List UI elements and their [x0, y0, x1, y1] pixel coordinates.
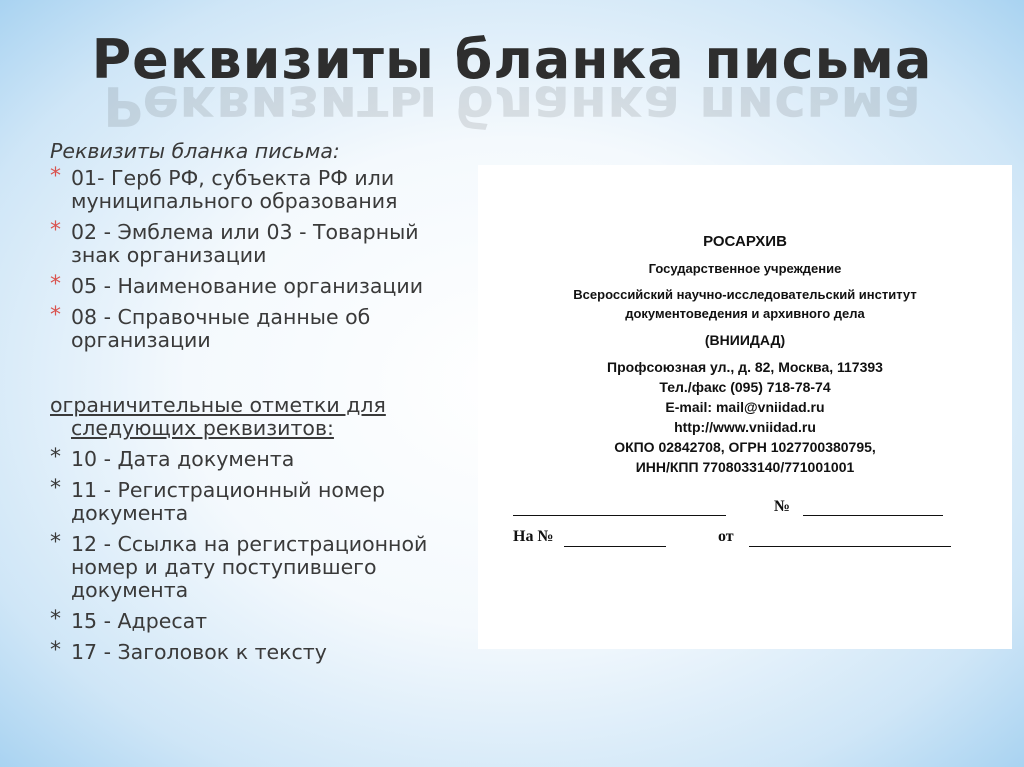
list-item-text: 02 - Эмблема или 03 - Товарный знак организации [71, 220, 419, 267]
asterisk-icon: * [50, 638, 61, 663]
list-item [50, 445, 470, 471]
asterisk-icon: * [50, 303, 61, 328]
list-item-text: 17 - Заголовок к тексту [71, 640, 327, 664]
letterhead-web: http://www.vniidad.ru [674, 419, 816, 435]
letterhead-type: Государственное учреждение [648, 261, 842, 276]
list-item-text: 15 - Адресат [71, 609, 208, 633]
list-subtitle: Реквизиты бланка письма: [50, 139, 340, 163]
list-item-text: 05 - Наименование организации [71, 274, 424, 298]
letterhead-name: Всероссийский научно-исследовательский институт [573, 287, 917, 302]
list-item-text: 08 - Справочные данные об организации [71, 305, 371, 352]
slide-title: Реквизиты бланка письма [91, 28, 933, 91]
asterisk-icon: * [50, 218, 61, 243]
letterhead-address: Профсоюзная ул., д. 82, Москва, 117393 [607, 359, 883, 375]
list-item-text: 12 - Ссылка на регистрационной номер и дату поступившего документа [71, 532, 428, 602]
date-line [513, 515, 726, 516]
list-item-text: 01- Герб РФ, субъекта РФ или муниципального образования [71, 166, 398, 213]
number-label: № [774, 498, 791, 515]
letterhead-email: E-mail: mail@vniidad.ru [665, 399, 825, 415]
letterhead-codes: ИНН/КПП 7708033140/771001001 [635, 459, 855, 475]
list-item [50, 303, 470, 352]
restrictive-heading-line: ограничительные отметки для [50, 393, 386, 417]
restrictive-heading [50, 394, 470, 440]
list-item [50, 476, 470, 525]
letterhead-abbr: (ВНИИДАД) [704, 332, 786, 348]
letterhead-org: РОСАРХИВ [703, 233, 787, 250]
list-item-text: 10 - Дата документа [71, 447, 295, 471]
from-date-label: от [718, 528, 734, 545]
asterisk-icon: * [50, 530, 61, 555]
number-line [803, 515, 943, 516]
list-item [50, 638, 470, 664]
asterisk-icon: * [50, 476, 61, 501]
asterisk-icon: * [50, 445, 61, 470]
letterhead-sample [478, 165, 1012, 649]
letterhead-codes: ОКПО 02842708, ОГРН 1027700380795, [614, 439, 876, 455]
asterisk-icon: * [50, 164, 61, 189]
from-date-line [749, 546, 951, 547]
asterisk-icon: * [50, 272, 61, 297]
in-reply-number-line [564, 546, 666, 547]
list-item [50, 530, 470, 602]
list-item [50, 272, 470, 298]
requisites-list [50, 140, 470, 672]
list-item [50, 607, 470, 633]
list-item [50, 218, 470, 267]
slide-title-reflection: Реквизиты бланка письма [103, 74, 921, 137]
list-item-text: 11 - Регистрационный номер документа [71, 478, 386, 525]
list-item [50, 164, 470, 213]
letterhead-phone: Тел./факс (095) 718-78-74 [659, 379, 831, 395]
letterhead-name: документоведения и архивного дела [625, 306, 865, 321]
in-reply-number-label: На № [513, 528, 554, 545]
asterisk-icon: * [50, 607, 61, 632]
restrictive-heading-line: следующих реквизитов: [71, 416, 334, 440]
